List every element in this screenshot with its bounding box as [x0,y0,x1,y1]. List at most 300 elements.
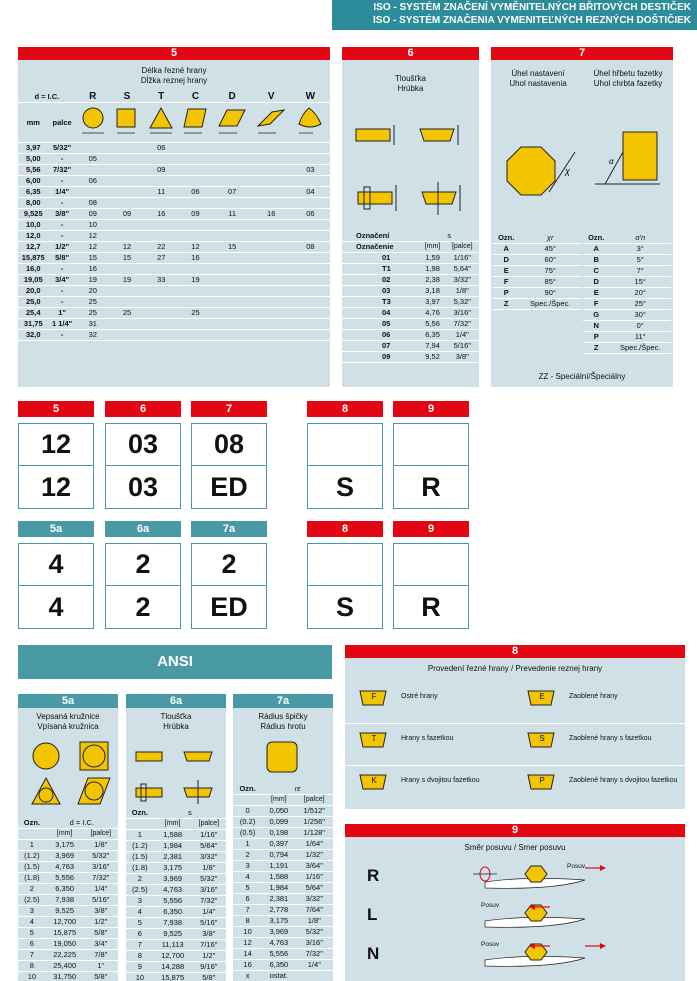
table-cell: 31,750 [46,972,84,981]
example-value-bottom: ED [210,471,248,502]
section-8-number: 8 [345,645,685,658]
example-value-top: 08 [192,424,266,466]
table-cell [291,319,330,330]
table-cell [178,176,212,187]
example-box [191,543,267,629]
rhombic-55-insert-icon [213,103,252,143]
table-cell [291,143,330,154]
table-cell: 15,875 [46,928,84,939]
table-cell: 9,525 [46,906,84,917]
table-row [18,939,118,950]
table-cell [110,198,144,209]
table-cell: P [493,288,519,299]
table-row [18,264,330,275]
table-cell: 16 [178,253,212,264]
palce-header: [palce] [446,242,479,253]
table-cell [110,154,144,165]
table-cell [252,242,291,253]
table-cell [291,308,330,319]
table-cell: 4 [233,872,262,883]
table-cell: 5,556 [154,896,192,907]
table-cell: 22,225 [46,950,84,961]
example-value-top: 2 [106,544,180,586]
table-row [126,896,226,907]
table-row [126,973,226,981]
table-row [233,806,333,817]
ozn-header: Ozn. [233,784,262,795]
table-cell [110,187,144,198]
table-row [493,299,581,310]
table-cell: 6,350 [46,884,84,895]
table-row [18,154,330,165]
section-8-caption: Provedení řezné hrany / Prevedenie reznej hrany [427,664,603,673]
table-cell: 1/8" [446,286,479,297]
example-box [307,543,383,629]
table-row [493,277,581,288]
table-cell [178,264,212,275]
table-cell: 3/16" [295,938,333,949]
table-cell: 12 [233,938,262,949]
table-cell: 06 [76,176,110,187]
table-cell: 25,0 [18,297,49,308]
table-cell [110,297,144,308]
table-cell: 0 [233,806,262,817]
feed-label: Posuv [481,941,500,948]
table-row [126,830,226,841]
table-cell [144,220,178,231]
table-cell: 0,397 [262,839,295,850]
table-cell: 0,050 [262,806,295,817]
divider [345,723,685,724]
table-cell: 04 [342,308,420,319]
table-cell: 19 [178,275,212,286]
table-row [233,949,333,960]
table-cell: 8 [18,961,46,972]
section-7-panel [491,47,673,387]
example-value-top [308,544,382,586]
table-cell: 16,0 [18,264,49,275]
table-row [18,862,118,873]
table-cell: 25 [178,308,212,319]
section-7a-panel [233,694,333,981]
table-cell [76,165,110,176]
table-cell: 3/8" [446,352,479,363]
table-cell: (1.5) [18,862,46,873]
svg-text:χ: χ [565,166,570,176]
table-cell: P [583,332,609,343]
table-row [233,839,333,850]
table-cell: - [49,264,76,275]
table-cell: 7,938 [46,895,84,906]
table-cell: 25,400 [46,961,84,972]
example-value-bottom: S [335,471,354,502]
table-cell: 16 [233,960,262,971]
clearance-angle-caption [583,69,673,89]
table-cell [213,198,252,209]
table-cell: 3/16" [192,885,226,896]
table-cell: 5° [609,255,671,266]
table-cell: 9,525 [18,209,49,220]
table-row [18,961,118,972]
table-cell: 5/32" [192,874,226,885]
table-cell: 7/32" [446,319,479,330]
table-cell [144,154,178,165]
table-row [18,950,118,961]
shape-header: T [144,92,178,103]
table-cell [291,275,330,286]
table-cell: (2.5) [18,895,46,906]
page-header [332,0,697,30]
table-cell [76,187,110,198]
example-label: 8 [307,401,383,417]
section-5a-caption-1: Vepsaná kružnice [36,712,100,721]
table-cell: 10 [233,927,262,938]
table-cell [76,143,110,154]
table-cell: 19 [110,275,144,286]
ansi-bar: ANSI [18,645,332,679]
table-cell: (2.5) [126,885,154,896]
table-cell [178,165,212,176]
table-row [493,244,581,255]
example-box [393,423,469,509]
shape-header: S [110,92,144,103]
table-cell: 0° [609,321,671,332]
table-row [18,198,330,209]
table-cell: 11,113 [154,940,192,951]
table-row [18,297,330,308]
table-cell: (0.2) [233,817,262,828]
table-cell: 1,191 [262,861,295,872]
table-cell: 25 [76,297,110,308]
table-cell: (0.5) [233,828,262,839]
table-cell: 4,763 [46,862,84,873]
oznaceni-header: Označení [342,231,420,242]
table-cell: 5,64" [446,264,479,275]
table-cell: 06 [144,143,178,154]
example-label: 7a [191,521,267,537]
table-cell: E [493,266,519,277]
table-cell: 14,288 [154,962,192,973]
table-cell: 1,588 [262,872,295,883]
section-5a-panel [18,694,118,981]
table-row [583,255,671,266]
shape-header: W [291,92,330,103]
table-row [18,275,330,286]
table-row [583,299,671,310]
feed-direction-code: R [367,866,380,885]
dic-header: d = I.C. [18,92,76,103]
section-7a-table [233,784,333,981]
table-cell: 07 [213,187,252,198]
table-cell [291,220,330,231]
table-row [18,319,330,330]
table-cell: 5 [18,928,46,939]
table-cell [291,198,330,209]
table-cell [291,297,330,308]
section-5-table [18,92,330,341]
mm-header: [mm] [46,829,84,840]
table-cell: T1 [342,264,420,275]
table-cell: 1/4" [446,330,479,341]
table-cell [144,231,178,242]
table-row [18,231,330,242]
table-cell: - [49,297,76,308]
table-cell: 03 [342,286,420,297]
table-cell: 8,00 [18,198,49,209]
table-cell [178,231,212,242]
oznacenie-header: Označenie [342,242,420,253]
feed-label: Posuv [481,902,500,909]
table-cell: 11 [144,187,178,198]
table-cell [213,297,252,308]
table-cell [213,286,252,297]
edge-prep-text: Zaoblené hrany s fazetkou [569,735,652,742]
table-cell: 90° [519,288,581,299]
table-row [233,927,333,938]
table-cell: 19 [76,275,110,286]
table-cell: 16 [252,209,291,220]
table-row [18,917,118,928]
table-cell: 3/64" [295,861,333,872]
table-cell: 0,198 [262,828,295,839]
table-cell: 4,763 [262,938,295,949]
table-cell: 20,0 [18,286,49,297]
table-row [233,850,333,861]
mm-header: [mm] [262,795,295,806]
example-value-top [394,544,468,586]
section-6-panel [342,47,479,387]
table-cell [144,264,178,275]
table-cell: 6 [233,894,262,905]
table-cell: 1/16" [295,872,333,883]
table-cell [252,154,291,165]
table-row [583,310,671,321]
table-cell: 3° [609,244,671,255]
table-row [233,861,333,872]
table-cell: 5,556 [46,873,84,884]
table-cell: 7,938 [154,918,192,929]
rhombic-35-insert-icon [252,103,291,143]
table-cell [213,319,252,330]
table-cell: 1/8" [84,840,118,851]
section-7-left-table [493,233,581,310]
table-row [233,828,333,839]
table-cell: 1/64" [295,839,333,850]
example-label: 8 [307,521,383,537]
thickness-diagram [350,107,475,227]
table-cell: 3/32" [446,275,479,286]
caption-l1: Úhel nastavení [511,69,565,78]
example-value-bottom: S [335,591,354,622]
table-cell: 10,0 [18,220,49,231]
table-cell: 31 [76,319,110,330]
table-cell: 7 [126,940,154,951]
table-row [18,143,330,154]
header-line-1: ISO - SYSTÉM ZNAČENÍ VYMĚNITELNÝCH BŘITOVÝCH DESTIČEK [373,2,691,13]
table-cell: 10 [76,220,110,231]
section-6a-number: 6a [126,694,226,708]
square-insert-icon [110,103,144,143]
table-row [342,253,479,264]
section-5-caption-2: Dĺžka reznej hrany [140,76,208,85]
table-cell: - [49,176,76,187]
table-cell [252,286,291,297]
table-cell: 3 [18,906,46,917]
table-cell [252,165,291,176]
table-row [233,894,333,905]
section-7-number: 7 [491,47,673,60]
table-cell: - [49,231,76,242]
table-cell [110,231,144,242]
table-cell [213,176,252,187]
table-cell: 09 [178,209,212,220]
table-cell: 7° [609,266,671,277]
table-cell: 1,984 [154,841,192,852]
table-row [18,165,330,176]
table-row [126,863,226,874]
table-cell: 12,700 [154,951,192,962]
table-cell [213,154,252,165]
section-9-number: 9 [345,824,685,837]
ozn-header: Ozn. [583,233,609,244]
table-row [18,242,330,253]
table-row [583,321,671,332]
table-cell: 32 [76,330,110,341]
table-row [342,341,479,352]
edge-prep-text: Hrany s fazetkou [401,735,454,742]
table-cell: 15,875 [154,973,192,981]
section-5a-number: 5a [18,694,118,708]
table-cell: 2,381 [262,894,295,905]
table-cell: 5 [126,918,154,929]
table-row [126,951,226,962]
table-cell [110,176,144,187]
table-cell: 3,969 [154,874,192,885]
table-cell [144,297,178,308]
section-6-caption-1: Tloušťka [394,74,426,83]
table-row [493,266,581,277]
table-cell: 2 [18,884,46,895]
table-cell [252,198,291,209]
table-row [583,277,671,288]
section-7a-number: 7a [233,694,333,708]
s-header: s [154,808,226,819]
example-value-top: 12 [19,424,93,466]
table-cell: 25 [76,308,110,319]
header-line-2: ISO - SYSTÉM ZNAČENIA VYMENITEĽNÝCH REZNÝCH DOŠTIČIEK [373,15,691,26]
table-cell: 1/8" [192,863,226,874]
example-box [18,423,94,509]
example-label: 9 [393,401,469,417]
table-cell: E [583,288,609,299]
table-cell: 1,59 [420,253,446,264]
section-5a-table [18,818,118,981]
table-row [493,288,581,299]
table-cell: 5,556 [262,949,295,960]
table-cell: 7/32" [192,896,226,907]
table-row [233,971,333,981]
table-cell: 1/128" [295,828,333,839]
table-cell: 3,18 [420,286,446,297]
example-label: 5 [18,401,94,417]
table-cell: 14 [233,949,262,960]
example-box [393,543,469,629]
table-cell [110,264,144,275]
table-cell [110,330,144,341]
table-cell: 9,52 [420,352,446,363]
table-cell [110,286,144,297]
table-cell: 32,0 [18,330,49,341]
example-box [307,423,383,509]
table-cell: 6,00 [18,176,49,187]
table-cell: 3/8" [49,209,76,220]
edge-prep-text: Ostré hrany [401,693,438,700]
table-cell: 7/32" [84,873,118,884]
table-cell: 25° [609,299,671,310]
table-row [18,873,118,884]
example-box [105,423,181,509]
example-value-bottom: R [421,471,441,502]
example-label: 6a [105,521,181,537]
table-row [233,905,333,916]
table-cell: 1" [49,308,76,319]
table-row [583,332,671,343]
table-cell: 3,175 [46,840,84,851]
table-cell: 19,05 [18,275,49,286]
table-row [18,884,118,895]
table-row [18,840,118,851]
table-row [18,895,118,906]
table-cell: 1/4" [295,960,333,971]
table-row [18,906,118,917]
table-cell: 20° [609,288,671,299]
edge-prep-text: Zaoblené hrany [569,693,618,700]
table-cell: 1/32" [295,850,333,861]
table-cell: 3/4" [84,939,118,950]
table-cell: T3 [342,297,420,308]
table-cell: 04 [291,187,330,198]
table-row [583,343,671,354]
table-row [342,264,479,275]
table-cell [144,308,178,319]
table-cell: 7/32" [295,949,333,960]
table-cell: 15° [609,277,671,288]
table-cell: 1,98 [420,264,446,275]
table-cell: 3,175 [262,916,295,927]
table-cell: 06 [342,330,420,341]
table-cell [252,297,291,308]
table-cell: 5/32" [295,927,333,938]
table-row [233,938,333,949]
round-insert-icon [76,103,110,143]
table-cell: 16 [144,209,178,220]
table-cell: 1/16" [192,830,226,841]
mm-header: mm [18,103,49,143]
table-cell [213,264,252,275]
table-cell [213,308,252,319]
table-cell: 0,099 [262,817,295,828]
table-cell: 7 [18,950,46,961]
table-cell: 9,525 [154,929,192,940]
table-cell: 7/64" [295,905,333,916]
caption-l2: Uhol nastavenia [509,79,567,88]
example-label: 7 [191,401,267,417]
table-row [342,330,479,341]
example-box [105,543,181,629]
mm-header: [mm] [154,819,192,830]
svg-text:α: α [609,157,614,166]
table-cell: A [583,244,609,255]
